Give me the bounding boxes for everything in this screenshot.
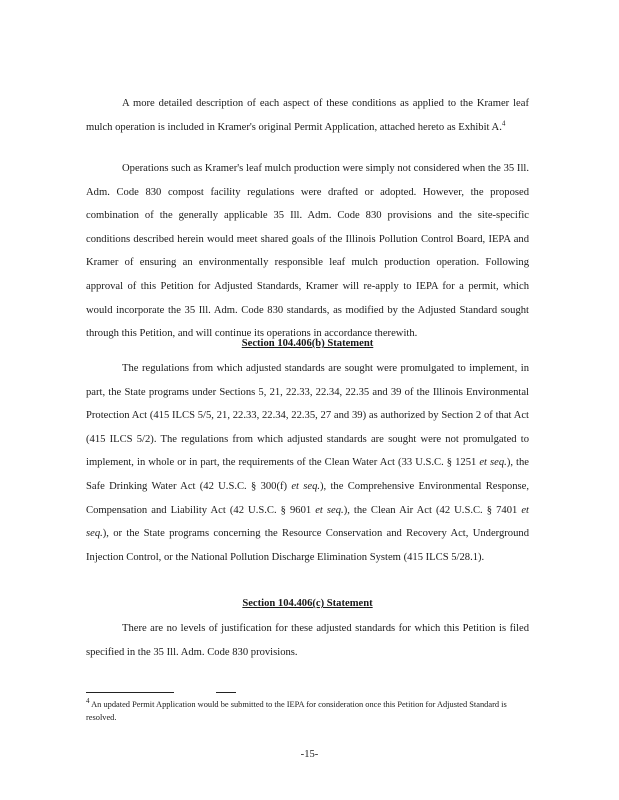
et-seq-3: et seq. bbox=[315, 504, 344, 516]
et-seq-1: et seq. bbox=[479, 457, 507, 469]
footnote-divider bbox=[86, 692, 174, 693]
page-number: -15- bbox=[300, 749, 319, 760]
regulations-text-2: ), the Safe Drinking Water Act (42 U.S.C. § 300(f) bbox=[86, 457, 529, 492]
paragraph-operations: Operations such as Kramer's leaf mulch production were simply not considered when the 35 Ill. Adm. Code 830 compost facility regulations were drafted or adopted. However, the proposed combination of the generally applicable 35 Ill. Adm. Code 830 provisions and the site-specific conditions described herein would meet shared goals of the Illinois Pollution Control Board, IEPA and Kramer of ensuring an environmentally responsible leaf mulch production operation. Following approval of this Petition for Adjusted Standards, Kramer will re-apply to IEPA for a permit, which would incorporate the 35 Ill. Adm. Code 830 standards, as modified by the Adjusted Standard sought through this Petition, and will continue its operations in accordance therewith. bbox=[86, 163, 529, 340]
paragraph-justification: There are no levels of justification for these adjusted standards for which this Petition is filed specified in the 35 Ill. Adm. Code 830 provisions. bbox=[86, 623, 529, 658]
regulations-text-3: ), the Comprehensive Environmental Response, Compensation and Liability Act (42 U.S.C. § 9601 bbox=[86, 480, 529, 516]
heading-section-104-406c: Section 104.406(c) Statement bbox=[242, 598, 373, 609]
regulations-text-1: The regulations from which adjusted standards are sought were promulgated to implement, in part, the State programs under Sections 5, 21, 22.33, 22.34, 22.35 and 39 of the Illinois Environmental Protection Act (415 ILCS 5/5, 21, 22.33, 22.34, 22.35, 27 and 39) as authorized by Section 2 of that Act (415 ILCS 5/2). The regulations from which adjusted standards are sought were not promulgated to implement, in whole or in part, the requirements of the Clean Water Act (33 U.S.C. § 1251 bbox=[86, 363, 529, 469]
heading-section-104-406b: Section 104.406(b) Statement bbox=[241, 338, 374, 349]
footnote-marker: 4 bbox=[86, 697, 90, 706]
paragraph-exhibit-reference bbox=[86, 92, 529, 139]
paragraph-regulations bbox=[86, 357, 529, 569]
footnote-reference: 4 bbox=[501, 119, 506, 128]
regulations-text-5: ), or the State programs concerning the Resource Conservation and Recovery Act, Underground Injection Control, or the National Pollution Discharge Elimination System (415 ILCS 5/28.1). bbox=[86, 528, 529, 563]
regulations-text-4: ), the Clean Air Act (42 U.S.C. § 7401 bbox=[343, 504, 522, 516]
footnote-text: An updated Permit Application would be submitted to the IEPA for consideration once this Petition for Adjusted Standard is resolved. bbox=[86, 700, 507, 722]
et-seq-4: et seq. bbox=[86, 504, 529, 540]
paragraph-exhibit-text: A more detailed description of each aspect of these conditions as applied to the Kramer leaf mulch operation is included in Kramer's original Permit Application, attached hereto as Exhibit A. bbox=[86, 98, 529, 133]
footnote-divider-fragment bbox=[216, 692, 236, 693]
footnote bbox=[86, 699, 529, 724]
et-seq-2: et seq. bbox=[291, 480, 321, 492]
